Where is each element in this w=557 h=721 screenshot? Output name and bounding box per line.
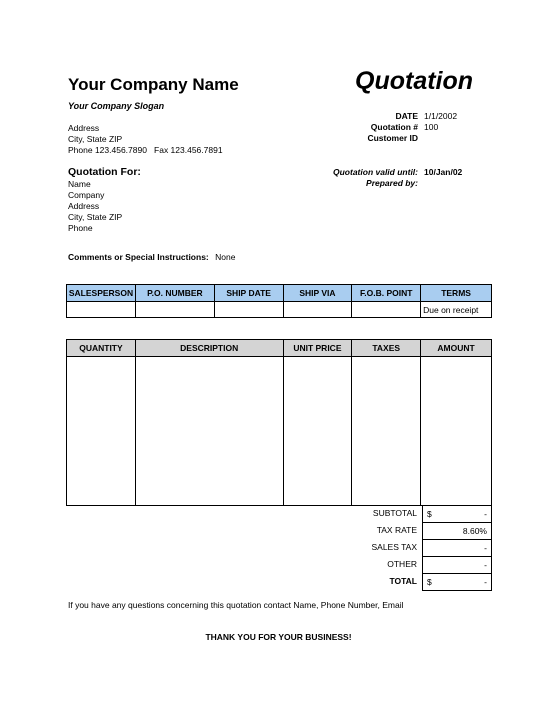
valid-until-label: Quotation valid until:	[333, 167, 418, 177]
document-title: Quotation	[355, 67, 474, 95]
total-currency: $	[427, 577, 432, 587]
header-description: DESCRIPTION	[135, 340, 283, 357]
cell-amount[interactable]	[421, 357, 492, 506]
other-row	[330, 556, 492, 573]
order-info-table	[66, 284, 492, 318]
client-company: Company	[68, 190, 105, 200]
client-name: Name	[68, 179, 91, 189]
cell-salesperson[interactable]	[67, 302, 136, 318]
cell-terms[interactable]: Due on receipt	[421, 302, 492, 318]
order-header-row	[67, 285, 492, 302]
other-value: -	[484, 560, 487, 570]
validity-values	[424, 167, 462, 178]
total-box[interactable]	[422, 573, 492, 591]
header-taxes: TAXES	[352, 340, 421, 357]
subtotal-row	[330, 505, 492, 522]
company-slogan: Your Company Slogan	[68, 101, 165, 111]
cell-ship-via[interactable]	[283, 302, 352, 318]
customer-id-value	[424, 133, 457, 144]
subtotal-currency: $	[427, 509, 432, 519]
client-phone: Phone	[68, 223, 93, 233]
items-body-row	[67, 357, 492, 506]
tax-rate-value: 8.60%	[462, 526, 487, 536]
comments-label: Comments or Special Instructions:	[68, 252, 209, 262]
cell-unit-price[interactable]	[283, 357, 352, 506]
company-address: Address	[68, 123, 100, 133]
sales-tax-row	[330, 539, 492, 556]
header-quantity: QUANTITY	[67, 340, 136, 357]
total-value: -	[484, 577, 487, 587]
items-header-row	[67, 340, 492, 357]
cell-taxes[interactable]	[352, 357, 421, 506]
cell-description[interactable]	[135, 357, 283, 506]
contact-note: If you have any questions concerning this quotation contact Name, Phone Number, Email	[68, 600, 404, 610]
meta-labels	[300, 111, 418, 144]
other-box[interactable]	[422, 556, 492, 573]
sales-tax-value: -	[484, 543, 487, 553]
total-label: TOTAL	[389, 576, 417, 586]
client-city-state-zip: City, State ZIP	[68, 212, 123, 222]
quote-number-value: 100	[424, 122, 439, 132]
comments-value: None	[215, 252, 236, 262]
total-row	[330, 573, 492, 590]
subtotal-box[interactable]	[422, 505, 492, 522]
subtotal-value: -	[484, 509, 487, 519]
date-value: 1/1/2002	[424, 111, 458, 121]
client-address: Address	[68, 201, 100, 211]
sales-tax-box[interactable]	[422, 539, 492, 556]
cell-po-number[interactable]	[135, 302, 214, 318]
company-city-state-zip: City, State ZIP	[68, 134, 123, 144]
company-address-block	[68, 123, 223, 156]
quote-number-label: Quotation #	[370, 122, 418, 132]
meta-values	[424, 111, 457, 144]
tax-rate-label: TAX RATE	[376, 525, 417, 535]
line-items-table	[66, 339, 492, 506]
company-phone-fax: Phone 123.456.7890 Fax 123.456.7891	[68, 145, 223, 155]
quotation-for-block	[68, 179, 122, 234]
subtotal-label: SUBTOTAL	[372, 508, 417, 518]
cell-fob-point[interactable]	[352, 302, 421, 318]
valid-until-value: 10/Jan/02	[424, 167, 463, 177]
sales-tax-label: SALES TAX	[371, 542, 417, 552]
comments-line	[68, 252, 235, 263]
header-fob-point: F.O.B. POINT	[352, 285, 421, 302]
header-amount: AMOUNT	[421, 340, 492, 357]
header-ship-via: SHIP VIA	[283, 285, 352, 302]
other-label: OTHER	[387, 559, 417, 569]
header-terms: TERMS	[421, 285, 492, 302]
header-salesperson: SALESPERSON	[67, 285, 136, 302]
prepared-by-label: Prepared by:	[366, 178, 418, 188]
order-data-row	[67, 302, 492, 318]
header-ship-date: SHIP DATE	[214, 285, 283, 302]
tax-rate-row	[330, 522, 492, 539]
quotation-for-title: Quotation For:	[68, 166, 141, 178]
tax-rate-box[interactable]	[422, 522, 492, 539]
header-po-number: P.O. NUMBER	[135, 285, 214, 302]
company-name: Your Company Name	[68, 75, 239, 94]
date-label: DATE	[395, 111, 418, 121]
validity-labels	[300, 167, 418, 189]
thank-you-note: THANK YOU FOR YOUR BUSINESS!	[205, 632, 352, 642]
cell-ship-date[interactable]	[214, 302, 283, 318]
customer-id-label: Customer ID	[367, 133, 418, 143]
header-unit-price: UNIT PRICE	[283, 340, 352, 357]
cell-quantity[interactable]	[67, 357, 136, 506]
